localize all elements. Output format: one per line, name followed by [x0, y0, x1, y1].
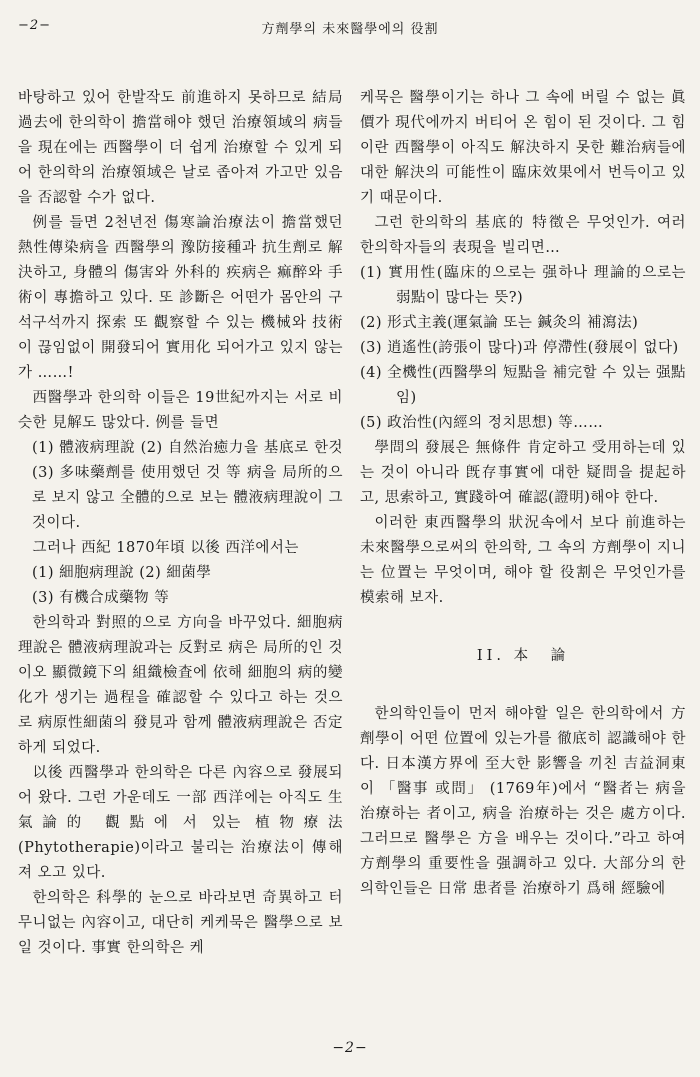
paragraph: 바탕하고 있어 한발작도 前進하지 못하므로 結局 過去에 한의학이 擔當해야 했던 治療領域의 病들을 現在에는 西醫學이 더 쉽게 治療할 수 있게 되어 한의학의 治療領域은 날로 좁아져 가고만 있음을 否認할 수가 없다.: [18, 90, 343, 206]
footer-page-number: −2−: [332, 1040, 368, 1056]
list-item: (2) 形式主義(運氣論 또는 鍼灸의 補瀉法): [360, 315, 639, 331]
list-item: (1) 細胞病理說 (2) 細菌學: [32, 565, 212, 581]
header-title: 方劑學의 未來醫學에의 役割: [261, 22, 439, 37]
left-column: [18, 86, 343, 961]
paragraph: 케묵은 醫學이기는 하나 그 속에 버릴 수 없는 眞價가 現代에까지 버티어 온 힘이 된 것이다. 그 힘이란 西醫學이 아직도 解決하지 못한 難治病들에 대한 解決의 可能性이 臨床效果에서 번득이고 있기 때문이다.: [360, 90, 686, 206]
paragraph: 그러나 西紀 1870年頃 以後 西洋에서는: [32, 540, 299, 556]
list-item: (4) 全機性(西醫學의 短點을 補完할 수 있는 强點임): [360, 365, 686, 406]
header-page-number: −2−: [18, 18, 52, 33]
paragraph: 西醫學과 한의학 이들은 19世紀까지는 서로 비슷한 見解도 많았다. 例를 들면: [18, 390, 343, 431]
right-column: [360, 86, 686, 902]
section-heading: II. 本 論: [476, 648, 570, 664]
paragraph: 한의학은 科學的 눈으로 바라보면 奇異하고 터무니없는 內容이고, 대단히 케케묵은 醫學으로 보일 것이다. 事實 한의학은 케: [18, 890, 343, 956]
paragraph: 例를 들면 2천년전 傷寒論治療法이 擔當했던 熱性傳染病을 西醫學의 豫防接種과 抗生劑로 解決하고, 身體의 傷害와 外科的 疾病은 痲醉와 手術이 專擔하고 있다. 또 診斷은 어떤가 몸안의 구석구석까지 探索 또 觀察할 수 있는 機械와 技術이 끊임없이 開發되어 實用化 되어가고 있지 않는가 ……!: [18, 215, 343, 381]
paragraph: 한의학과 對照的으로 方向을 바꾸었다. 細胞病理說은 體液病理說과는 反對로 病은 局所的인 것이오 顯微鏡下의 組織檢査에 依해 細胞의 病的變化가 생기는 過程을 確認할 수 있다고 하는 것으로 病原性細菌의 發見과 함께 體液病理說은 否定하게 되었다.: [18, 615, 343, 756]
paragraph: (1) 體液病理說 (2) 自然治癒力을 基底로 한것 (3) 多味藥劑를 使用했던 것 等 病을 局所的으로 보지 않고 全體的으로 보는 體液病理說이 그것이다.: [32, 440, 343, 531]
paragraph: 그런 한의학의 基底的 特徵은 무엇인가. 여러 한의학자들의 表現을 빌리면…: [360, 215, 686, 256]
list-item: (5) 政治性(內經의 정치思想) 等……: [360, 415, 604, 431]
running-header: [18, 16, 682, 42]
list-item: (3) 逍遙性(誇張이 많다)과 停滯性(發展이 없다): [360, 340, 679, 356]
paragraph: 學問의 發展은 無條件 肯定하고 受用하는데 있는 것이 아니라 旣存事實에 대한 疑問을 提起하고, 思索하고, 實踐하여 確認(證明)해야 한다.: [360, 440, 686, 506]
paragraph: 以後 西醫學과 한의학은 다른 內容으로 發展되어 왔다. 그런 가운데도 一部 西洋에는 아직도 生氣論的 觀點에 서 있는 植物療法(Phytotherapie)이라고 불리는 治療法이 傳해져 오고 있다.: [18, 765, 343, 881]
list-item: (3) 有機合成藥物 等: [32, 590, 170, 606]
list-item: (1) 實用性(臨床的으로는 强하나 理論的으로는 弱點이 많다는 뜻?): [360, 265, 686, 306]
paragraph: 한의학인들이 먼저 해야할 일은 한의학에서 方劑學이 어떤 位置에 있는가를 徹底히 認識해야 한다. 日本漢方界에 至大한 影響을 끼친 吉益洞東이 「醫事 或問」 (1769年)에서 “醫者는 病을 治療하는 者이고, 病을 治療하는 것은 處方이다. 그러므로 醫學은 方을 배우는 것이다.”라고 하여 方劑學의 重要性을 强調하고 있다. 大部分의 한의학인들은 日常 患者를 治療하기 爲해 經驗에: [360, 706, 686, 897]
paragraph: 이러한 東西醫學의 狀況속에서 보다 前進하는 未來醫學으로써의 한의학, 그 속의 方劑學이 지니는 位置는 무엇이며, 해야 할 役割은 무엇인가를 模索해 보자.: [360, 515, 686, 606]
